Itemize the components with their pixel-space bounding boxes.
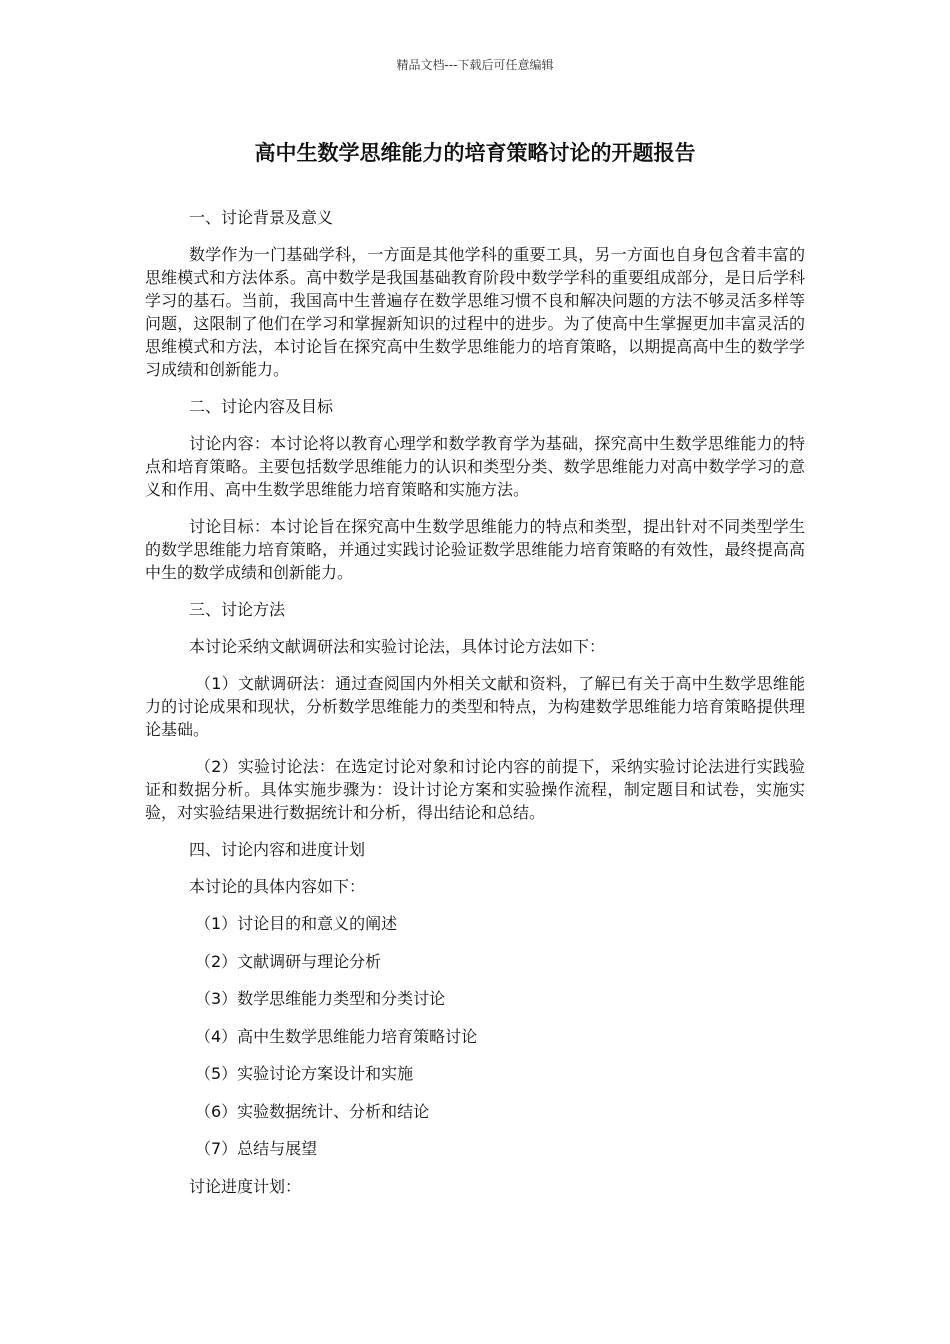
paragraph-methods-intro: 本讨论采纳文献调研法和实验讨论法，具体讨论方法如下：: [189, 637, 606, 656]
document-title: 高中生数学思维能力的培育策略讨论的开题报告: [254, 141, 696, 165]
paragraph-method-literature: （1）文献调研法：通过查阅国内外相关文献和资料，了解已有关于高中生数学思维能力的讨论成果和现状，分析数学思维能力的类型和特点，为构建数学思维能力培育策略提供理论基础。: [145, 674, 805, 739]
header-note: 精品文档---下载后可任意编辑: [396, 58, 554, 72]
list-item: （4）高中生数学思维能力培育策略讨论: [195, 1026, 478, 1046]
list-item: （1）讨论目的和意义的阐述: [195, 914, 398, 933]
paragraph-method-experiment: （2）实验讨论法：在选定讨论对象和讨论内容的前提下，采纳实验讨论法进行实践验证和数据分析。具体实施步骤为：设计讨论方案和实验操作流程，制定题目和试卷，实施实验，对实验结果进行数据统计和分析，得出结论和总结。: [145, 757, 805, 822]
paragraph-schedule-heading: 讨论进度计划：: [189, 1176, 302, 1196]
list-item: （6）实验数据统计、分析和结论: [195, 1101, 430, 1121]
paragraph-research-goal: 讨论目标：本讨论旨在探究高中生数学思维能力的特点和类型，提出针对不同类型学生的数学思维能力培育策略，并通过实践讨论验证数学思维能力培育策略的有效性，最终提高高中生的数学成绩和创新能力。: [145, 517, 805, 582]
section-heading-methods: 三、讨论方法: [189, 600, 286, 619]
section-heading-background: 一、讨论背景及意义: [189, 208, 334, 227]
list-item: （7）总结与展望: [195, 1139, 318, 1158]
list-item: （2）文献调研与理论分析: [195, 951, 382, 971]
section-heading-plan: 四、讨论内容和进度计划: [189, 840, 366, 859]
plan-list: [145, 912, 805, 1160]
paragraph-background: 数学作为一门基础学科，一方面是其他学科的重要工具，另一方面也自身包含着丰富的思维模式和方法体系。高中数学是我国基础教育阶段中数学学科的重要组成部分，是日后学科学习的基石。当前，我国高中生普遍存在数学思维习惯不良和解决问题的方法不够灵活多样等问题，这限制了他们在学习和掌握新知识的过程中的进步。为了使高中生掌握更加丰富灵活的思维模式和方法，本讨论旨在探究高中生数学思维能力的培育策略，以期提高高中生的数学学习成绩和创新能力。: [145, 245, 805, 379]
paragraph-research-content: 讨论内容：本讨论将以教育心理学和数学教育学为基础，探究高中生数学思维能力的特点和培育策略。主要包括数学思维能力的认识和类型分类、数学思维能力对高中数学学习的意义和作用、高中生数学思维能力培育策略和实施方法。: [145, 434, 805, 499]
list-item: （3）数学思维能力类型和分类讨论: [195, 989, 446, 1008]
document-body: [145, 206, 805, 1212]
list-item: （5）实验讨论方案设计和实施: [195, 1064, 414, 1083]
section-heading-content-goals: 二、讨论内容及目标: [189, 397, 334, 416]
paragraph-plan-intro: 本讨论的具体内容如下：: [189, 877, 366, 896]
